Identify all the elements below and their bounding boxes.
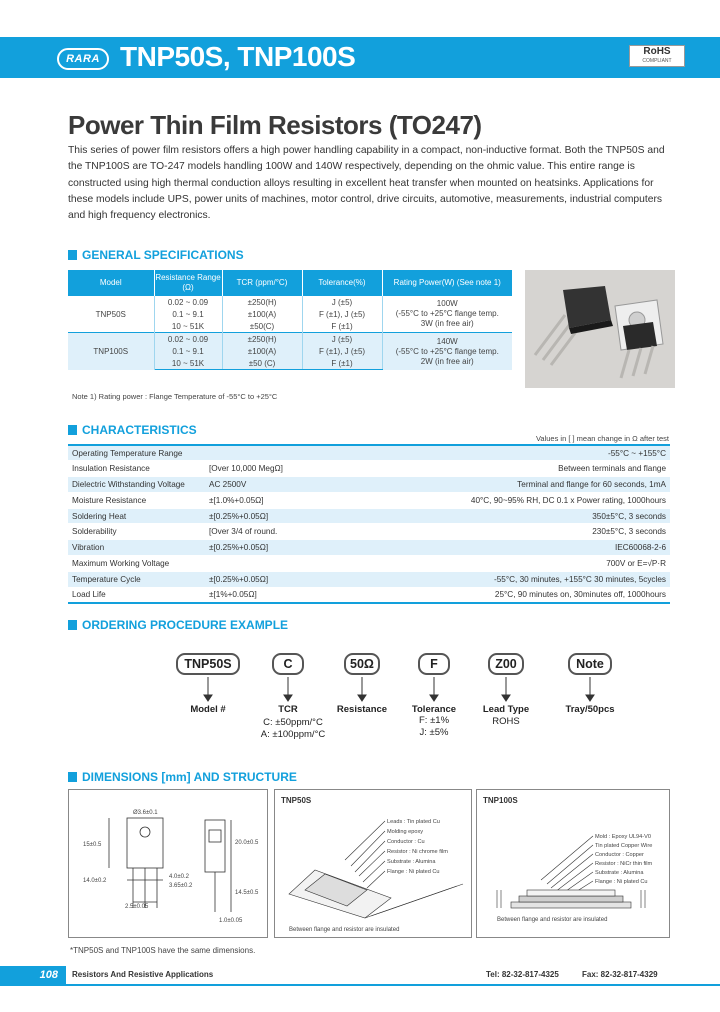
table-cell: Operating Temperature Range [68, 445, 205, 461]
table-cell: J (±5) [302, 296, 382, 308]
dim-text: 20.0±0.5 [235, 840, 259, 846]
footer-text: Resistors And Resistive Applications [72, 970, 214, 979]
table-cell: [Over 3/4 of round. [205, 524, 355, 540]
power-cell [382, 333, 512, 370]
part-label: Mold : Epoxy UL94-V0 [595, 834, 651, 840]
dim-text: Ø3.6±0.1 [133, 810, 158, 816]
section-characteristics [68, 423, 197, 437]
order-box-tcr: C [272, 653, 304, 675]
table-cell: ±250(H) [222, 296, 302, 308]
col-header: Resistance Range (Ω) [154, 270, 222, 296]
order-box-model: TNP50S [176, 653, 240, 675]
dimension-drawing [68, 789, 268, 938]
table-cell: ±50 (C) [222, 357, 302, 369]
table-cell: -55°C, 30 minutes, +155°C 30 minutes, 5cycles [355, 571, 670, 587]
section-bullet-icon [68, 425, 77, 435]
table-cell: -55°C ~ +155°C [355, 445, 670, 461]
order-arrows [0, 675, 720, 705]
table-cell: ±50(C) [222, 321, 302, 333]
table-row [68, 477, 670, 493]
order-box-tolerance: F [418, 653, 450, 675]
dimension-drawing-svg [69, 790, 269, 939]
table-cell: Temperature Cycle [68, 571, 205, 587]
footer-fax: Fax: 82-32-817-4329 [582, 970, 658, 979]
table-cell: Dielectric Withstanding Voltage [68, 477, 205, 493]
table-row [68, 445, 670, 461]
power-free-air: 2W (in free air) [420, 356, 474, 366]
table-cell: Maximum Working Voltage [68, 556, 205, 572]
table-cell: F (±1) [302, 321, 382, 333]
dim-text: 14.0±0.2 [83, 878, 107, 884]
part-label: Flange : Ni plated Cu [387, 869, 440, 875]
section-dimensions [68, 770, 297, 784]
table-cell: Between terminals and flange [355, 461, 670, 477]
table-cell: ±[0.25%+0.05Ω] [205, 508, 355, 524]
model-cell: TNP50S [68, 296, 154, 333]
order-label-tolerance: Tolerance [411, 704, 457, 715]
table-cell: Load Life [68, 587, 205, 603]
part-label: Flange : Ni plated Cu [595, 879, 648, 885]
col-header: Tolerance(%) [302, 270, 382, 296]
part-label: Tin plated Copper Wire [595, 843, 653, 849]
power-value: 100W [436, 299, 458, 309]
order-label-model: Model # [190, 704, 226, 715]
power-range: (-55°C to +25°C flange temp. [395, 346, 499, 356]
power-value: 140W [436, 336, 458, 346]
table-cell: Soldering Heat [68, 508, 205, 524]
part-label: Leads : Tin plated Cu [387, 819, 440, 825]
table-cell: ±[1%+0.05Ω] [205, 587, 355, 603]
order-box-note: Note [568, 653, 612, 675]
tnp50s-structure [274, 789, 472, 938]
dimensions-footnote: *TNP50S and TNP100S have the same dimensions. [70, 946, 256, 955]
dim-text: 2.5±0.05 [125, 904, 149, 910]
model-cell: TNP100S [68, 333, 154, 370]
table-row [68, 587, 670, 603]
rohs-sub: COMPLIANT [642, 58, 672, 64]
page-title: Power Thin Film Resistors (TO247) [68, 110, 482, 140]
dim-text: 3.65±0.2 [169, 883, 193, 889]
order-label-lead: Lead Type [482, 704, 530, 715]
footer-line [0, 984, 720, 986]
table-row [68, 556, 670, 572]
dim-text: 1.0±0.05 [219, 918, 243, 924]
part-label: Molding epoxy [387, 829, 424, 835]
table-cell: ±100(A) [222, 345, 302, 357]
table-cell: 230±5°C, 3 seconds [355, 524, 670, 540]
table-cell: 40°C, 90~95% RH, DC 0.1 x Power rating, 1000hours [355, 492, 670, 508]
table-row [68, 571, 670, 587]
tnp50s-structure-svg [275, 790, 473, 939]
table-cell: ±100(A) [222, 308, 302, 320]
part-label: Conductor : Cu [387, 839, 425, 845]
characteristics-table [68, 444, 670, 604]
table-cell: ±[0.25%+0.05Ω] [205, 571, 355, 587]
tol-option: J: ±5% [419, 727, 449, 738]
tcr-option: A: ±100ppm/°C [260, 729, 326, 740]
order-label-tray: Tray/50pcs [565, 704, 615, 715]
table-cell: ±[1.0%+0.05Ω] [205, 492, 355, 508]
section-heading: ORDERING PROCEDURE EXAMPLE [82, 618, 289, 632]
resistor-photo-illustration [525, 270, 675, 388]
tnp100s-structure [476, 789, 670, 938]
characteristics-caption: Values in [ ] mean change in Ω after test [535, 434, 669, 443]
table-cell: [Over 10,000 MegΩ] [205, 461, 355, 477]
tcr-option: C: ±50ppm/°C [263, 717, 323, 728]
table-row [68, 524, 670, 540]
table-cell: 0.1 ~ 9.1 [154, 345, 222, 357]
power-free-air: 3W (in free air) [420, 319, 474, 329]
table-cell: 10 ~ 51K [154, 357, 222, 369]
brand-logo: RARA [57, 48, 109, 70]
col-header: TCR (ppm/°C) [222, 270, 302, 296]
table-row [68, 461, 670, 477]
table-cell: Vibration [68, 540, 205, 556]
part-label: Substrate : Alumina [387, 859, 436, 865]
section-bullet-icon [68, 620, 77, 630]
product-title: TNP50S, TNP100S [120, 41, 356, 72]
table-cell [205, 445, 355, 461]
tnp100s-caption: Between flange and resistor are insulated [497, 917, 608, 923]
section-heading: DIMENSIONS [mm] AND STRUCTURE [82, 770, 297, 784]
table-cell: J (±5) [302, 333, 382, 345]
section-bullet-icon [68, 772, 77, 782]
power-range: (-55°C to +25°C flange temp. [395, 309, 499, 319]
product-photo [525, 270, 675, 388]
rohs-text: RoHS [643, 46, 671, 57]
table-cell: 350±5°C, 3 seconds [355, 508, 670, 524]
tnp100s-structure-svg [477, 790, 671, 939]
rohs-badge [629, 45, 685, 67]
col-header: Model [68, 270, 154, 296]
tol-option: F: ±1% [418, 715, 450, 726]
order-label-tcr: TCR [278, 704, 298, 715]
part-label: Conductor : Copper [595, 852, 644, 858]
power-cell [382, 296, 512, 333]
dim-text: 15±0.5 [83, 842, 102, 848]
table-row [68, 508, 670, 524]
section-general-specs [68, 248, 244, 262]
table-cell: Solderability [68, 524, 205, 540]
order-box-resistance: 50Ω [344, 653, 380, 675]
table-cell: 25°C, 90 minutes on, 30minutes off, 1000hours [355, 587, 670, 603]
tnp50s-label: TNP50S [281, 796, 312, 805]
table-cell: ±[0.25%+0.05Ω] [205, 540, 355, 556]
order-label-resistance: Resistance [336, 704, 388, 715]
section-bullet-icon [68, 250, 77, 260]
part-label: Resistor : NiCr thin film [595, 861, 653, 867]
section-heading: GENERAL SPECIFICATIONS [82, 248, 244, 262]
part-label: Substrate : Alumina [595, 870, 644, 876]
table-cell: Moisture Resistance [68, 492, 205, 508]
order-box-lead: Z00 [488, 653, 524, 675]
footer-tel: Tel: 82-32-817-4325 [486, 970, 559, 979]
table-row [68, 492, 670, 508]
table-cell: F (±1) [302, 357, 382, 369]
table-cell: AC 2500V [205, 477, 355, 493]
table-cell: 10 ~ 51K [154, 321, 222, 333]
table-cell: 700V or E=√P·R [355, 556, 670, 572]
table-cell: Insulation Resistance [68, 461, 205, 477]
section-ordering [68, 618, 288, 632]
tnp100s-label: TNP100S [483, 796, 518, 805]
table-row [68, 540, 670, 556]
table-cell: Terminal and flange for 60 seconds, 1mA [355, 477, 670, 493]
table-cell: IEC60068-2-6 [355, 540, 670, 556]
part-label: Resistor : Ni chrome film [387, 849, 448, 855]
table-cell: 0.02 ~ 0.09 [154, 296, 222, 308]
table-cell: ±250(H) [222, 333, 302, 345]
table-cell: F (±1), J (±5) [302, 345, 382, 357]
dim-text: 14.5±0.5 [235, 890, 259, 896]
col-header: Rating Power(W) (See note 1) [382, 270, 512, 296]
lead-option: ROHS [492, 716, 520, 727]
table-cell: 0.1 ~ 9.1 [154, 308, 222, 320]
spec-note: Note 1) Rating power : Flange Temperature of -55°C to +25°C [72, 392, 278, 401]
table-cell [205, 556, 355, 572]
section-heading: CHARACTERISTICS [82, 423, 197, 437]
table-cell: F (±1), J (±5) [302, 308, 382, 320]
tnp50s-caption: Between flange and resistor are insulated [289, 927, 400, 933]
dim-text: 4.0±0.2 [169, 874, 189, 880]
table-cell: 0.02 ~ 0.09 [154, 333, 222, 345]
intro-paragraph: This series of power film resistors offers a high power handling capability in a compact, non-inductive format. Both the TNP50S and the TNP100S are TO-247 models handling 100W and 140W respectively, depending on the ohmic value. This entire range is constructed using high thermal conduction alloys resulting in excellent heat transfer when mounted on heatsinks. Applications for these models include UPS, power units of machines, motor control, drive circuits, automotive, measurements, industrial computers and high frequency electronics. [68, 145, 665, 222]
page-number: 108 [0, 966, 66, 984]
general-specs-table [68, 270, 512, 370]
